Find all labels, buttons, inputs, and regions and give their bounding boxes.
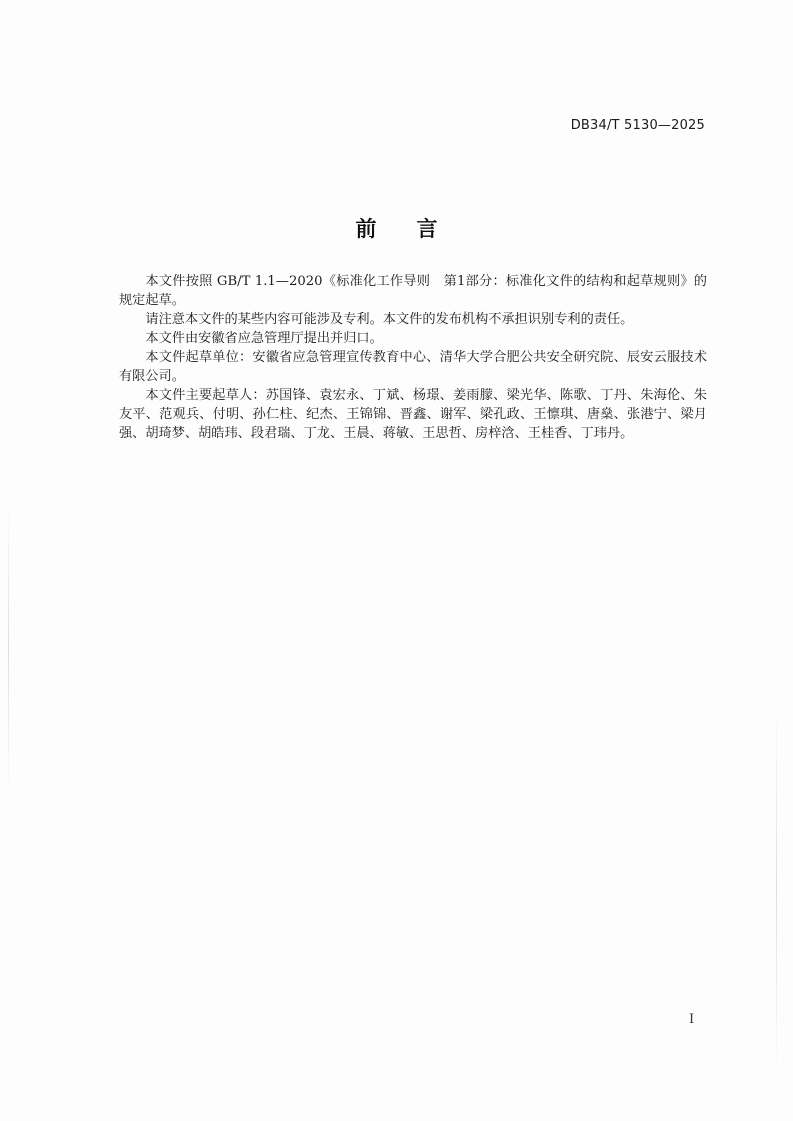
paragraph-drafting-rules: 本文件按照 GB/T 1.1—2020《标准化工作导则 第1部分：标准化文件的结构和起草规则》的规定起草。 <box>119 274 707 308</box>
scan-edge-right <box>776 700 777 1080</box>
paragraph-proposer: 本文件由安徽省应急管理厅提出并归口。 <box>145 331 383 346</box>
scan-edge-left <box>8 500 9 800</box>
page-title: 前言 <box>355 217 478 241</box>
paragraph-patent-notice: 请注意本文件的某些内容可能涉及专利。本文件的发布机构不承担识别专利的责任。 <box>145 312 634 327</box>
document-code: DB34/T 5130—2025 <box>570 118 705 133</box>
page-number: I <box>689 1012 695 1027</box>
foreword-body <box>119 272 707 443</box>
paragraph-drafters: 本文件主要起草人：苏国锋、袁宏永、丁斌、杨璟、姜雨朦、梁光华、陈歌、丁丹、朱海伦、朱友平、范观兵、付明、孙仁柱、纪杰、王锦锦、晋鑫、谢军、梁孔政、王懔琪、唐燊、张港宁、梁月强、胡琦梦、胡皓玮、段君瑞、丁龙、王晨、蒋敏、王思哲、房梓浛、王桂香、丁玮丹。 <box>119 388 707 441</box>
paragraph-drafting-units: 本文件起草单位：安徽省应急管理宣传教育中心、清华大学合肥公共安全研究院、辰安云服技术有限公司。 <box>119 350 707 384</box>
